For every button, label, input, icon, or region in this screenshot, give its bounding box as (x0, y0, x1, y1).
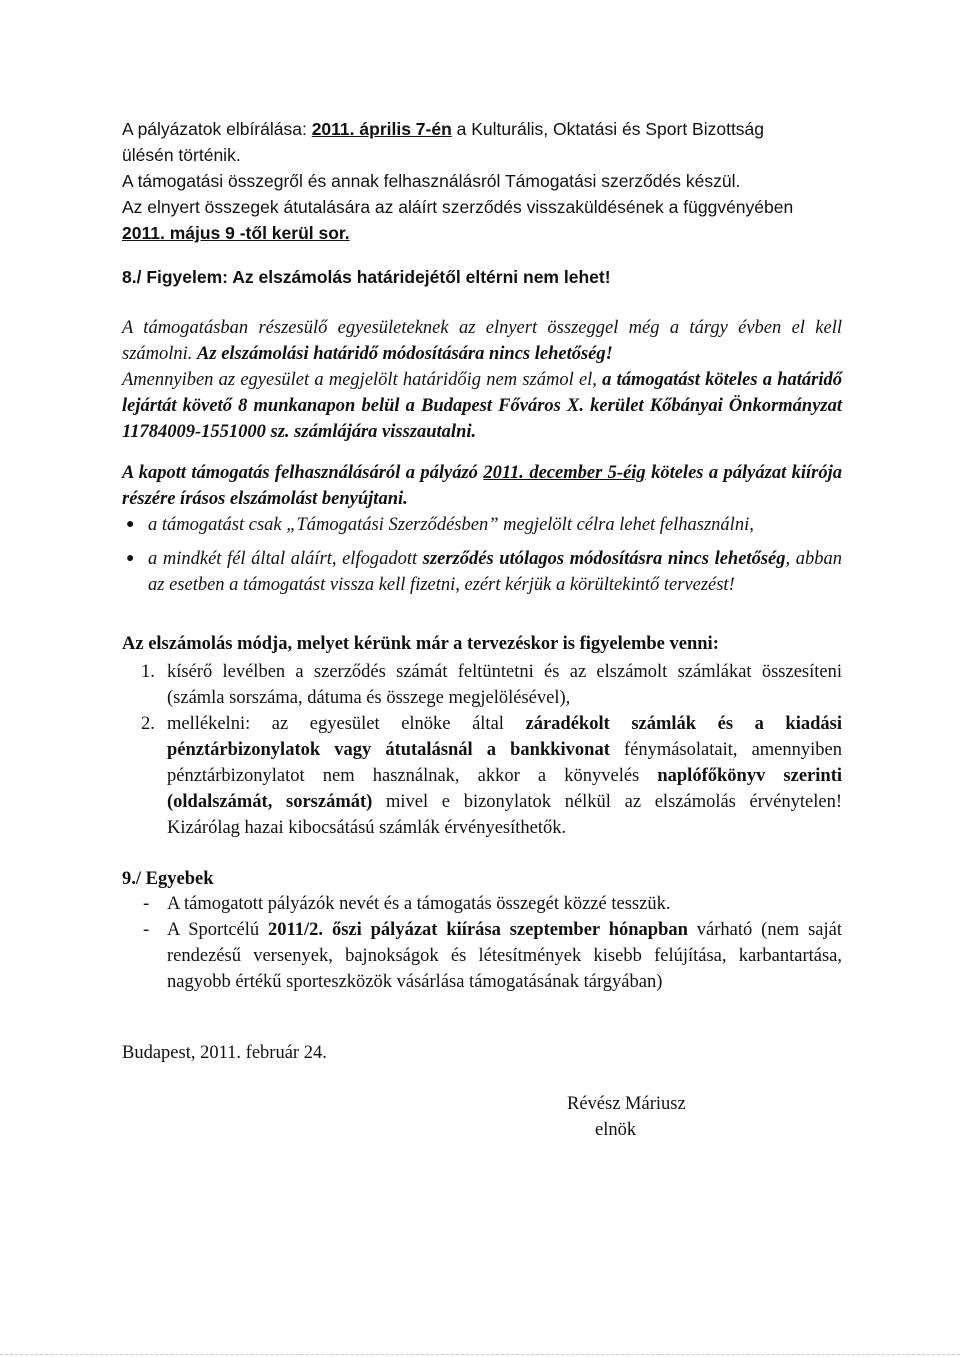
evaluation-date: 2011. április 7-én (311, 119, 452, 139)
section-8-heading: 8./ Figyelem: Az elszámolás határidejétől eltérni nem lehet! (122, 267, 611, 287)
method-heading: Az elszámolás módja, melyet kérünk már a tervezéskor is figyelembe venni: (122, 634, 719, 654)
settlement-date: 2011. december 5-éig (483, 463, 646, 483)
deadline-warning: Az elszámolási határidő módosítására nincs lehetőség! (197, 344, 613, 364)
section-9-list (143, 891, 842, 995)
intro-line-2: ülésén történik. (122, 145, 241, 165)
bullet-list (126, 512, 842, 598)
intro-line-4: Az elnyert összegek átutalására az aláírt szerződés visszaküldésének a függvényében (122, 197, 794, 217)
section-9-heading: 9./ Egyebek (122, 869, 214, 889)
intro-block (122, 116, 842, 246)
intro-line-3: A támogatási összegről és annak felhasználásról Támogatási szerződés készül. (122, 171, 741, 191)
list-item: ● a mindkét fél által aláírt, elfogadott szerződés utólagos módosításra nincs lehetőség, abban az esetben a támogatást vissza kell fizetni, ezért kérjük a körültekintő tervezést! (148, 546, 842, 598)
method-list (141, 659, 843, 841)
section-8-paragraph-2: Amennyiben az egyesület a megjelölt határidőig nem számol el, a támogatást köteles a határidő lejártát követő 8 munkanapon belül a Budapest Főváros X. kerület Kőbányai Önkormányzat 11784009-1551000 sz. számlájára visszautalni. (122, 370, 842, 442)
section-8-paragraph-1: A támogatásban részesülő egyesületeknek az elnyert összeggel még a tárgy évben el kell számolni. Az elszámolási határidő módosítására nincs lehetőség! (122, 318, 842, 364)
section-8-paragraph-3: A kapott támogatás felhasználásáról a pályázó 2011. december 5-éig köteles a pályázat kiírója részére írásos elszámolást benyújtani. (122, 463, 842, 509)
refund-obligation: a támogatást köteles a határidő lejártát követő 8 munkanapon belül a Budapest Főváros X. kerület Kőbányai Önkormányzat 11784009-1551000 sz. számlájára visszautalni. (122, 370, 842, 442)
intro-line-1: A pályázatok elbírálása: 2011. április 7-én a Kulturális, Oktatási és Sport Bizottság (122, 119, 765, 139)
signer-title: elnök (595, 1120, 637, 1140)
bottom-scan-line (0, 1354, 960, 1355)
list-item: - A támogatott pályázók nevét és a támogatás összegét közzé tesszük. (143, 894, 671, 914)
bullet-icon: ● (126, 551, 135, 566)
place-date: Budapest, 2011. február 24. (122, 1043, 327, 1063)
transfer-date: 2011. május 9 -től kerül sor. (122, 223, 350, 243)
signer-name: Révész Máriusz (567, 1094, 686, 1114)
list-item: 1. kísérő levélben a szerződés számát feltüntetni és az elszámolt számlákat összesíteni (számla sorszáma, dátuma és összege megjelölésével), (141, 662, 842, 708)
list-item: 2. mellékelni: az egyesület elnöke által záradékolt számlák és a kiadási pénztárbizonylatok vagy átutalásnál a bankkivonat fénymásolatait, amennyiben pénztárbizonylatot nem használnak, akkor a könyvelés naplófőkönyv szerinti (oldalszámát, sorszámát) mivel e bizonylatok nélkül az elszámolás érvénytelen! Kizárólag hazai kibocsátású számlák érvényesíthetők. (141, 714, 843, 838)
list-item: - A Sportcélú 2011/2. őszi pályázat kiírása szeptember hónapban várható (nem saját rendezésű versenyek, bajnokságok és létesítmények kisebb felújítása, karbantartása, nagyobb értékű sporteszközök vásárlása támogatásának tárgyában) (143, 920, 842, 992)
bullet-icon: ● (126, 517, 135, 532)
list-item: ● a támogatást csak „Támogatási Szerződésben” megjelölt célra lehet felhasználni, (148, 512, 842, 538)
